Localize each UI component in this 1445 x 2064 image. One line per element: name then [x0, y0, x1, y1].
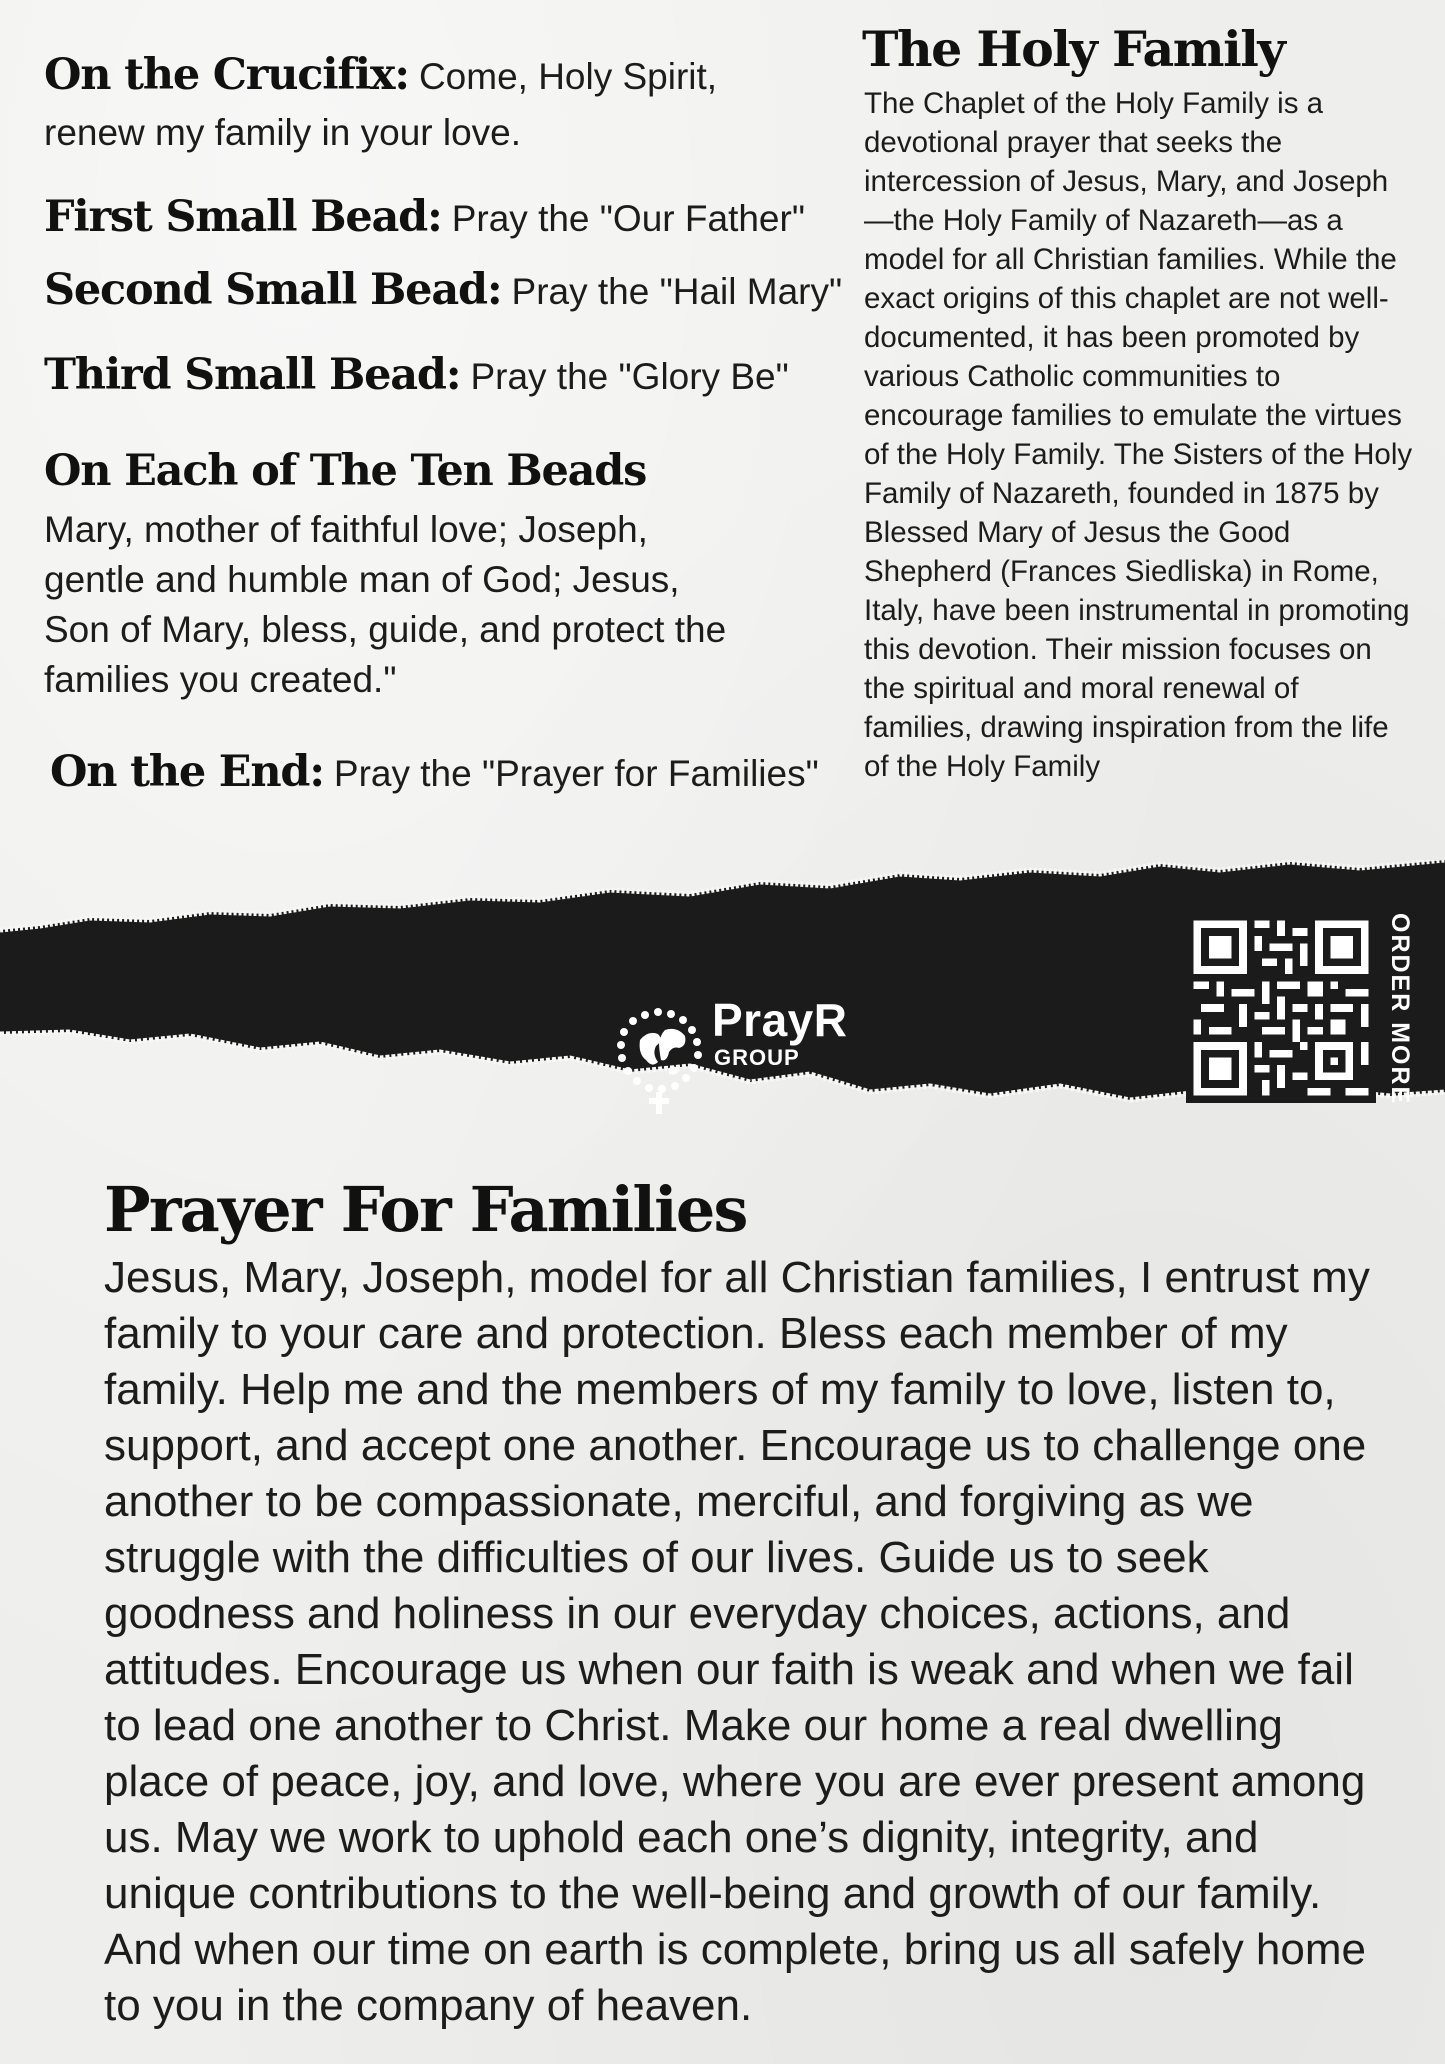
step-crucifix — [44, 50, 717, 100]
step-ten-beads-heading: On Each of The Ten Beads — [44, 446, 647, 496]
brand-name: PrayR — [712, 994, 848, 1046]
step-crucifix-text-cont: renew my family in your love. — [44, 112, 522, 153]
step-second-bead — [44, 265, 842, 315]
prayer-body: Jesus, Mary, Joseph, model for all Christian families, I entrust my family to your care and protection. Bless each member of my family. Help me and the members of my family to love, listen to, support, and accept one another. Encourage us to challenge one another to be compassionate, merciful, and forgiving as we struggle with the difficulties of our lives. Guide us to seek goodness and holiness in our everyday choices, actions, and attitudes. Encourage us when our faith is weak and when we fail to lead one another to Christ. Make our home a real dwelling place of peace, joy, and love, where you are ever present among us. May we work to uphold each one’s dignity, integrity, and unique contributions to the well-being and growth of our family. And when our time on earth is complete, bring us all safely home to you in the company of heaven. — [104, 1253, 1370, 2030]
step-second-heading: Second Small Bead: — [44, 265, 502, 315]
holy-family-title: The Holy Family — [862, 20, 1285, 78]
holy-family-body: The Chaplet of the Holy Family is a devotional prayer that seeks the intercession of Jesus, Mary, and Joseph—the Holy Family of Nazareth—as a model for all Christian families. While the exact origins of this chaplet are not well-documented, it has been promoted by various Catholic communities to encourage families to emulate the virtues of the Holy Family. The Sisters of the Holy Family of Nazareth, founded in 1875 by Blessed Mary of Jesus the Good Shepherd (Frances Siedliska) in Rome, Italy, have been instrumental in promoting this devotion. Their mission focuses on the spiritual and moral renewal of families, drawing inspiration from the life of the Holy Family — [864, 87, 1413, 783]
step-crucifix-heading: On the Crucifix: — [44, 50, 409, 100]
step-end-heading: On the End: — [50, 747, 324, 797]
step-third-text: Pray the "Glory Be" — [470, 356, 789, 397]
step-ten-beads-text: Mary, mother of faithful love; Joseph, gentle and humble man of God; Jesus, Son of Mary, bless, guide, and protect the families you created." — [44, 509, 727, 700]
step-third-bead — [44, 350, 789, 400]
step-first-heading: First Small Bead: — [44, 192, 442, 242]
step-third-heading: Third Small Bead: — [44, 350, 461, 400]
step-first-bead — [44, 192, 805, 242]
prayer-title: Prayer For Families — [104, 1173, 747, 1246]
step-end-text: Pray the "Prayer for Families" — [333, 753, 819, 794]
step-first-text: Pray the "Our Father" — [451, 198, 805, 239]
order-more-label: ORDER MORE — [1386, 913, 1414, 1106]
step-crucifix-text: Come, Holy Spirit, — [418, 56, 718, 97]
brand-subtitle: GROUP — [714, 1045, 800, 1070]
step-second-text: Pray the "Hail Mary" — [511, 271, 843, 312]
step-end — [50, 747, 819, 797]
qr-code-icon[interactable] — [1186, 913, 1376, 1103]
